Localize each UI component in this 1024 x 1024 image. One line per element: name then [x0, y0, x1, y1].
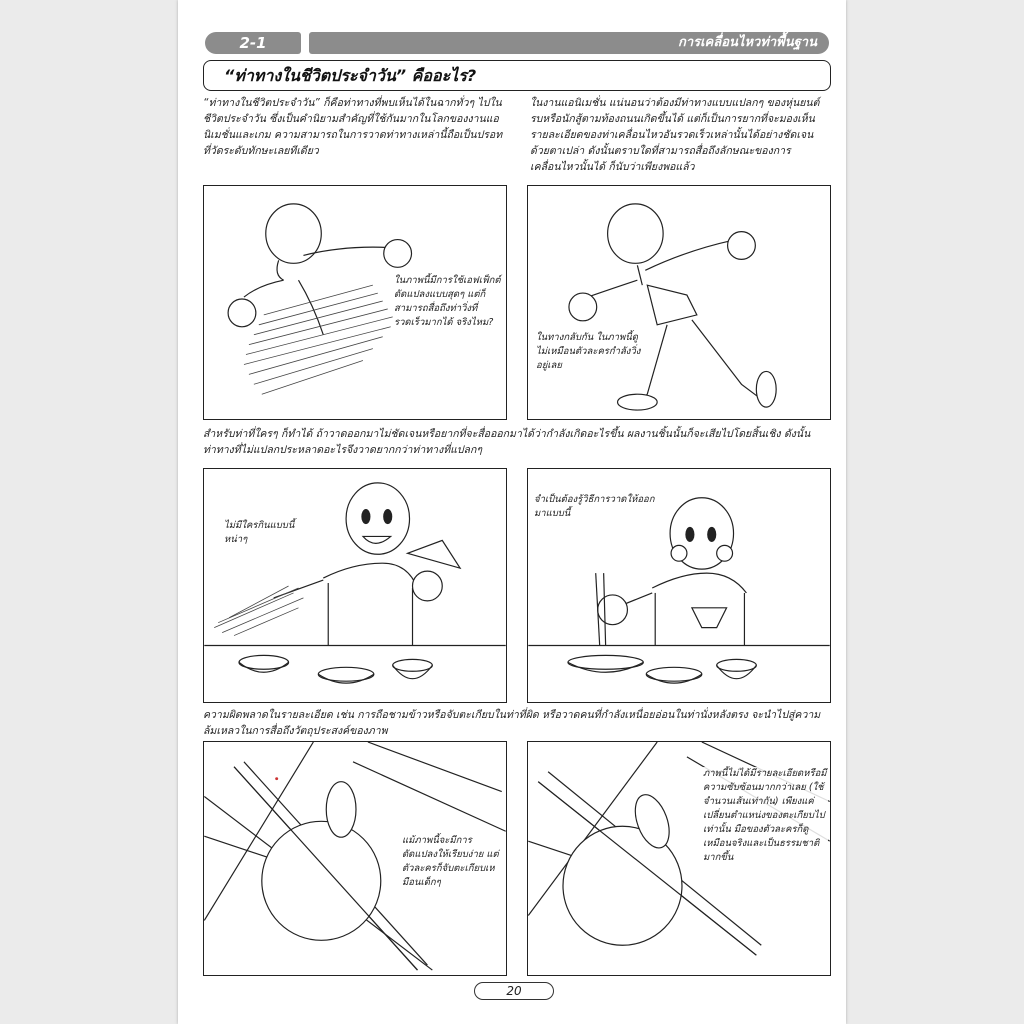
- panel-running-stiff: [527, 185, 831, 420]
- intro-left-text: “ท่าทางในชีวิตประจำวัน” ก็คือท่าทางที่พบเห็นได้ในฉากทั่วๆ ไปในชีวิตประจำวัน ซึ่งเป็นคำนิยามสำคัญที่ใช้กันมากในโลกของงานแอนิเมชั่นและเกม ความสามารถในการวาดท่าทางเหล่านี้ถือเป็นปรอทที่วัดระดับทักษะเลยทีเดียว: [203, 97, 503, 157]
- panel-running-effect: [203, 185, 507, 420]
- caption-chopsticks-wrong: แม้ภาพนี้จะมีการดัดแปลงให้เรียบง่าย แต่ตัวละครก็จับตะเกียบเหมือนเด็กๆ: [402, 834, 504, 890]
- caption-chopsticks-right: ภาพนี้ไม่ได้มีรายละเอียดหรือมีความซับซ้อนมากกว่าเลย (ใช้จำนวนเส้นเท่ากัน) เพียงแค่เปลี่ยนตำแหน่งของตะเกียบไปเท่านั้น มือของตัวละครก็ดูเหมือนจริงและเป็นธรรมชาติมากขึ้น: [703, 768, 827, 863]
- panel-chopsticks-wrong: [203, 741, 507, 976]
- middle-text-2: ความผิดพลาดในรายละเอียด เช่น การถือชามข้าวหรือจับตะเกียบในท่าที่ผิด หรือวาดคนที่กำลังเหนื่อยอ่อนในท่านั่งหลังตรง จะนำไปสู่ความล้มเหลวในการสื่อถึงวัตถุประสงค์ของภาพ: [203, 709, 821, 737]
- middle-text-1: สำหรับท่าที่ใครๆ ก็ทำได้ ถ้าวาดออกมาไม่ชัดเจนหรือยากที่จะสื่อออกมาได้ว่ากำลังเกิดอะไรขึ้น ผลงานชิ้นนั้นก็จะเสียไปโดยสิ้นเชิง ดังนั้นท่าทางที่ไม่แปลกประหลาดอะไรจึงวาดยากกว่าท่าทางที่แปลกๆ: [203, 428, 811, 456]
- section-title: การเคลื่อนไหวท่าพื้นฐาน: [309, 32, 829, 54]
- section-number: 2-1: [205, 32, 301, 54]
- panel-eating-wrong: [203, 468, 507, 703]
- caption-running-effect: ในภาพนี้มีการใช้เอฟเฟ็กต์ดัดแปลงแบบสุดๆ แต่ก็สามารถสื่อถึงท่าวิ่งที่รวดเร็วมากได้ จริงไหม?: [394, 274, 504, 330]
- panel-eating-right: [527, 468, 831, 703]
- running-figure-stiff-drawing: [528, 186, 830, 419]
- question-title: “ท่าทางในชีวิตประจำวัน” คืออะไร?: [203, 60, 831, 91]
- intro-right-text: ในงานแอนิเมชั่น แน่นอนว่าต้องมีท่าทางแบบแปลกๆ ของหุ่นยนต์รบหรือนักสู้ตามท้องถนนเกิดขึ้นได้ แต่ก็เป็นการยากที่จะมองเห็นรายละเอียดของท่าเคลื่อนไหวอันรวดเร็วเหล่านั้นได้อย่างชัดเจนด้วยตาเปล่า ดังนั้นตราบใดที่สามารถสื่อถึงลักษณะของการเคลื่อนไหวนั้นได้ ก็นับว่าเพียงพอแล้ว: [530, 97, 820, 173]
- caption-running-stiff: ในทางกลับกัน ในภาพนี้ดูไม่เหมือนตัวละครกำลังวิ่งอยู่เลย: [536, 331, 646, 373]
- panel-chopsticks-right: [527, 741, 831, 976]
- page-number: 20: [474, 982, 554, 1000]
- caption-eating-wrong: ไม่มีใครกินแบบนี้หน่าๆ: [224, 519, 309, 547]
- eating-wrong-drawing: [204, 469, 506, 702]
- caption-eating-right: จำเป็นต้องรู้วิธีการวาดให้ออกมาแบบนี้: [534, 493, 659, 521]
